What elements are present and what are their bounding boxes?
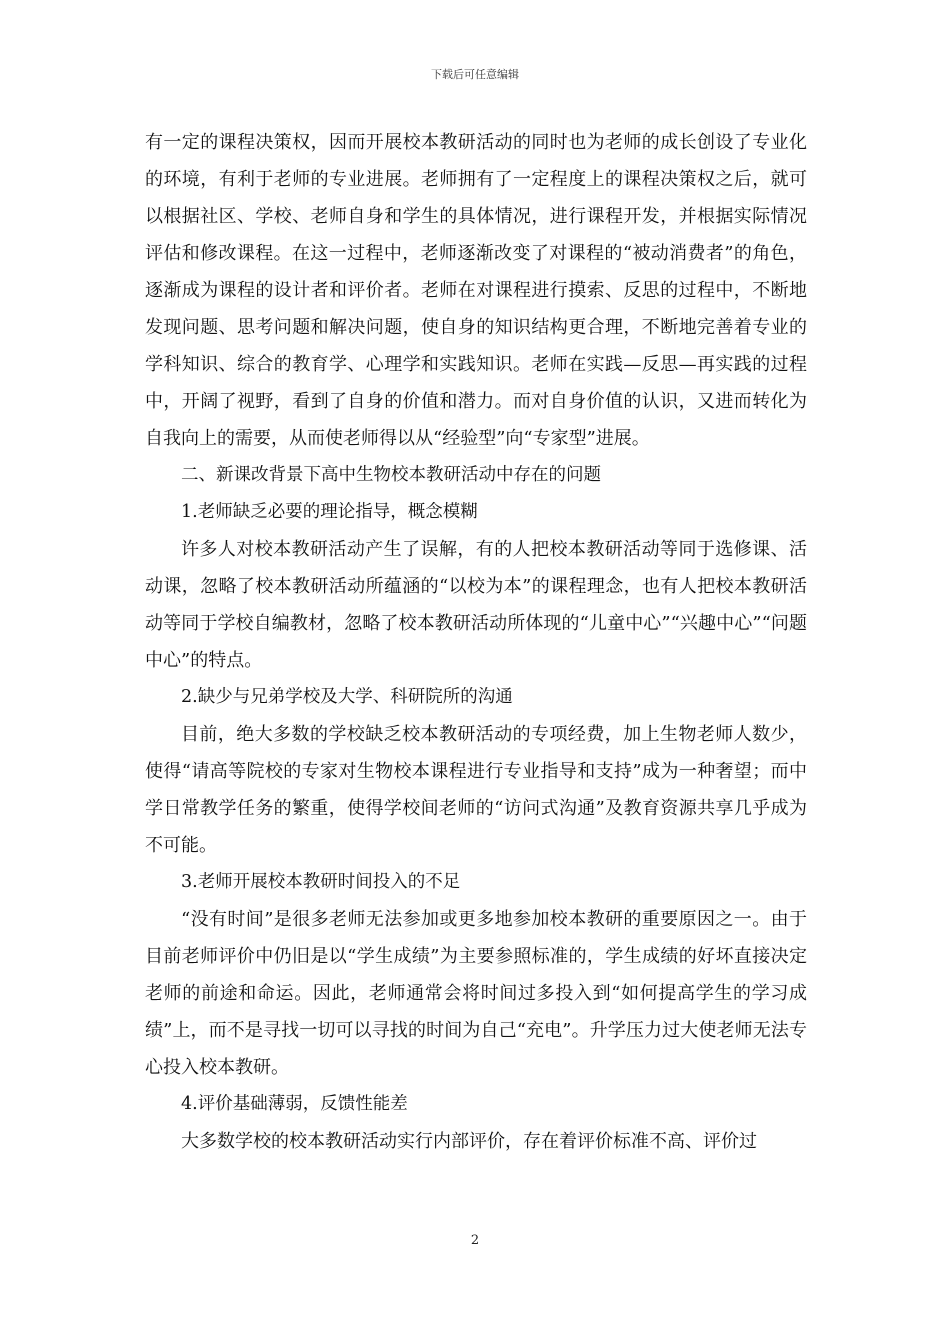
- page-header: 下载后可任意编辑: [431, 68, 519, 81]
- subsection-heading: 4.评价基础薄弱，反馈性能差: [181, 1094, 408, 1114]
- subsection-heading: 2.缺少与兄弟学校及大学、科研院所的沟通: [181, 687, 513, 707]
- paragraph: “没有时间”是很多老师无法参加或更多地参加校本教研的重要原因之一。由于目前老师评价中仍旧是以“学生成绩”为主要参照标准的，学生成绩的好坏直接决定老师的前途和命运。因此，老师通常会将时间过多投入到“如何提高学生的学习成绩”上，而不是寻找一切可以寻找的时间为自己“充电”。升学压力过大使老师无法专心投入校本教研。: [145, 909, 807, 1078]
- paragraph: 大多数学校的校本教研活动实行内部评价，存在着评价标准不高、评价过: [181, 1131, 757, 1152]
- body-text: [145, 124, 807, 1160]
- subsection-heading: 1.老师缺乏必要的理论指导，概念模糊: [181, 502, 478, 522]
- paragraph: 目前，绝大多数的学校缺乏校本教研活动的专项经费，加上生物老师人数少，使得“请高等院校的专家对生物校本课程进行专业指导和支持”成为一种奢望；而中学日常教学任务的繁重，使得学校间老师的“访问式沟通”及教育资源共享几乎成为不可能。: [145, 724, 807, 856]
- paragraph: 许多人对校本教研活动产生了误解，有的人把校本教研活动等同于选修课、活动课，忽略了校本教研活动所蕴涵的“以校为本”的课程理念，也有人把校本教研活动等同于学校自编教材，忽略了校本教研活动所体现的“儿童中心”“兴趣中心”“问题中心”的特点。: [145, 539, 807, 671]
- section-heading: 二、新课改背景下高中生物校本教研活动中存在的问题: [181, 465, 601, 485]
- paragraph: 有一定的课程决策权，因而开展校本教研活动的同时也为老师的成长创设了专业化的环境，有利于老师的专业进展。老师拥有了一定程度上的课程决策权之后，就可以根据社区、学校、老师自身和学生的具体情况，进行课程开发，并根据实际情况评估和修改课程。在这一过程中，老师逐渐改变了对课程的“被动消费者”的角色，逐渐成为课程的设计者和评价者。老师在对课程进行摸索、反思的过程中，不断地发现问题、思考问题和解决问题，使自身的知识结构更合理，不断地完善着专业的学科知识、综合的教育学、心理学和实践知识。老师在实践—反思—再实践的过程中，开阔了视野，看到了自身的价值和潜力。而对自身价值的认识，又进而转化为自我向上的需要，从而使老师得以从“经验型”向“专家型”进展。: [145, 132, 807, 449]
- subsection-heading: 3.老师开展校本教研时间投入的不足: [181, 872, 461, 892]
- page-number: 2: [470, 1233, 480, 1248]
